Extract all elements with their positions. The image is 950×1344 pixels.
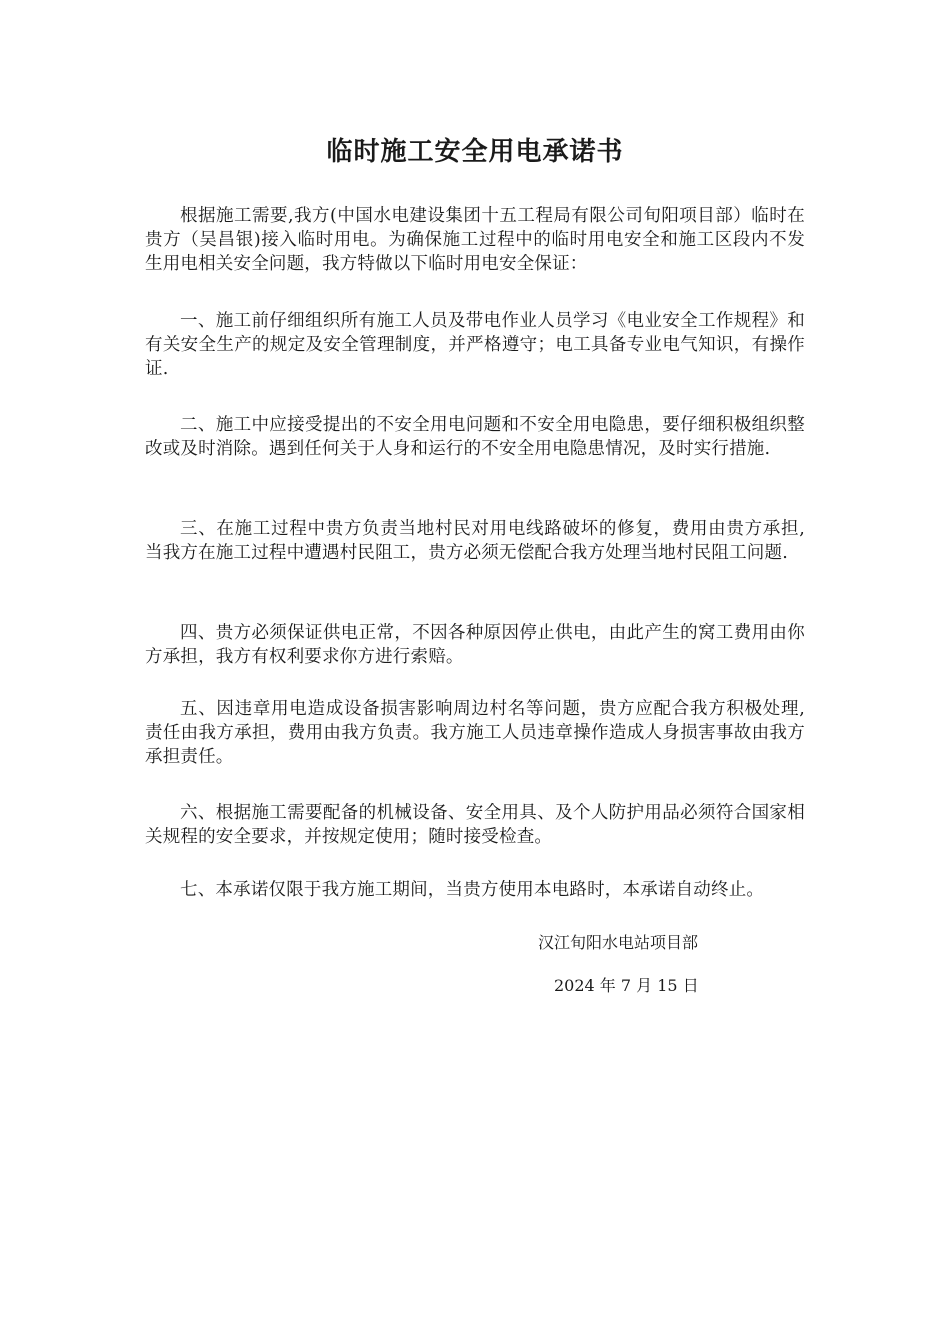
clause-7: 七、本承诺仅限于我方施工期间，当贵方使用本电路时，本承诺自动终止。 xyxy=(180,880,765,900)
intro-paragraph: 根据施工需要,我方(中国水电建设集团十五工程局有限公司旬阳项目部）临时在贵方（吴昌银)接入临时用电。为确保施工过程中的临时用电安全和施工区段内不发生用电相关安全问题，我方特做以下临时用电安全保证： xyxy=(145,206,805,274)
signature-unit: 汉江旬阳水电站项目部 xyxy=(538,933,699,952)
clause-2: 二、施工中应接受提出的不安全用电问题和不安全用电隐患，要仔细积极组织整改或及时消除。遇到任何关于人身和运行的不安全用电隐患情况，及时实行措施. xyxy=(145,415,805,459)
clause-1: 一、施工前仔细组织所有施工人员及带电作业人员学习《电业安全工作规程》和有关安全生产的规定及安全管理制度，并严格遵守；电工具备专业电气知识，有操作证. xyxy=(145,311,805,379)
clause-4: 四、贵方必须保证供电正常，不因各种原因停止供电，由此产生的窝工费用由你方承担，我方有权利要求你方进行索赔。 xyxy=(145,623,805,667)
document-title: 临时施工安全用电承诺书 xyxy=(326,137,624,167)
clause-6: 六、根据施工需要配备的机械设备、安全用具、及个人防护用品必须符合国家相关规程的安全要求，并按规定使用；随时接受检查。 xyxy=(145,803,805,847)
clause-5: 五、因违章用电造成设备损害影响周边村名等问题，贵方应配合我方积极处理,责任由我方承担，费用由我方负责。我方施工人员违章操作造成人身损害事故由我方承担责任。 xyxy=(145,699,805,767)
signature-date: 2024 年 7 月 15 日 xyxy=(554,976,699,995)
clause-3: 三、在施工过程中贵方负责当地村民对用电线路破坏的修复，费用由贵方承担,当我方在施工过程中遭遇村民阻工，贵方必须无偿配合我方处理当地村民阻工问题. xyxy=(145,519,805,563)
